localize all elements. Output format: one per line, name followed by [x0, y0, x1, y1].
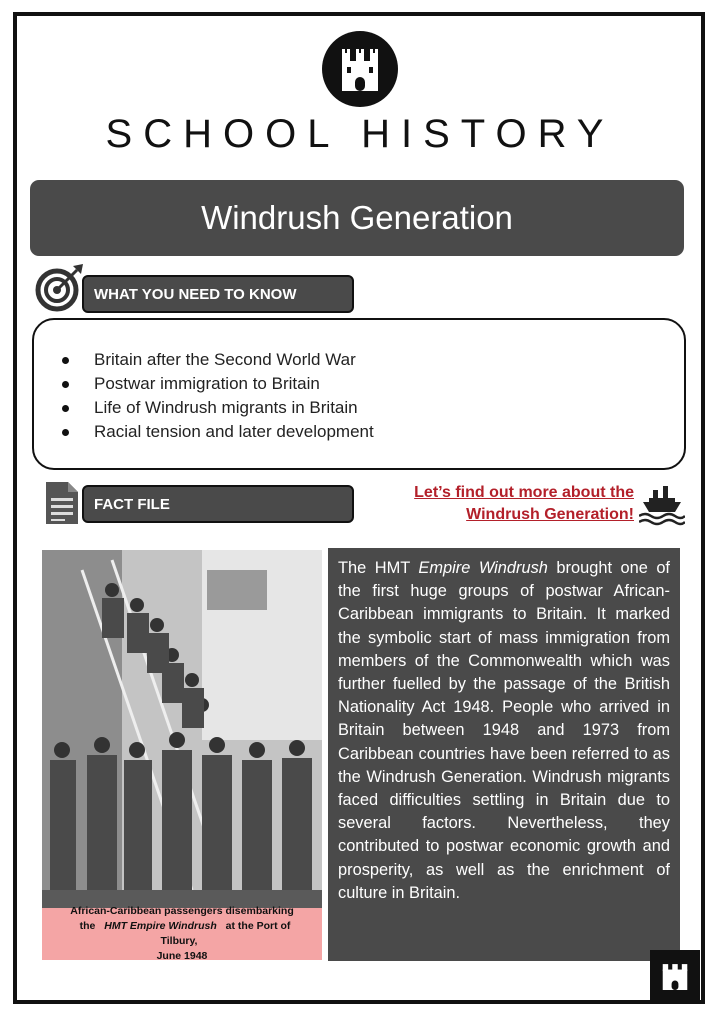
promo-line-2: Windrush Generation! — [466, 506, 634, 523]
list-item: Britain after the Second World War — [62, 348, 374, 372]
fact-file-label: FACT FILE — [82, 485, 354, 523]
caption-line-3: June 1948 — [156, 950, 208, 962]
fact-file-text-box — [328, 548, 680, 961]
photo-caption — [42, 905, 322, 962]
need-to-know-label: WHAT YOU NEED TO KNOW — [82, 275, 354, 313]
need-to-know-list — [62, 348, 374, 444]
promo-link[interactable] — [370, 482, 634, 526]
caption-line-2: the HMT Empire Windrush at the Port of Tilbury, — [79, 920, 291, 947]
need-to-know-box — [32, 318, 686, 470]
corner-castle-icon — [650, 950, 700, 1000]
caption-line-1: African-Caribbean passengers disembarking — [70, 905, 294, 917]
list-item: Life of Windrush migrants in Britain — [62, 396, 374, 420]
target-icon — [35, 262, 85, 317]
promo-line-1: Let’s find out more about the — [414, 484, 634, 501]
castle-logo-icon — [322, 31, 398, 107]
ship-icon — [639, 484, 685, 531]
windrush-photo — [42, 550, 322, 908]
list-item: Racial tension and later development — [62, 420, 374, 444]
brand-name: SCHOOL HISTORY — [105, 112, 615, 156]
document-icon — [44, 480, 80, 531]
fact-file-body: The HMT Empire Windrush brought one of the first huge groups of postwar African-Caribbean immigrants to Britain. It marked the symbolic start of mass immigration from members of the Commonwealth which was further fuelled by the passage of the British Nationality Act 1948. People who arrived in Britain between 1948 and 1973 from Caribbean countries have been referred to as the Windrush Generation. Windrush migrants faced difficulties settling in Britain due to several factors. Nevertheless, they contributed to postwar economic growth and prosperity, as well as the enrichment of culture in Britain. — [338, 559, 670, 902]
list-item: Postwar immigration to Britain — [62, 372, 374, 396]
page-title: Windrush Generation — [30, 180, 684, 256]
